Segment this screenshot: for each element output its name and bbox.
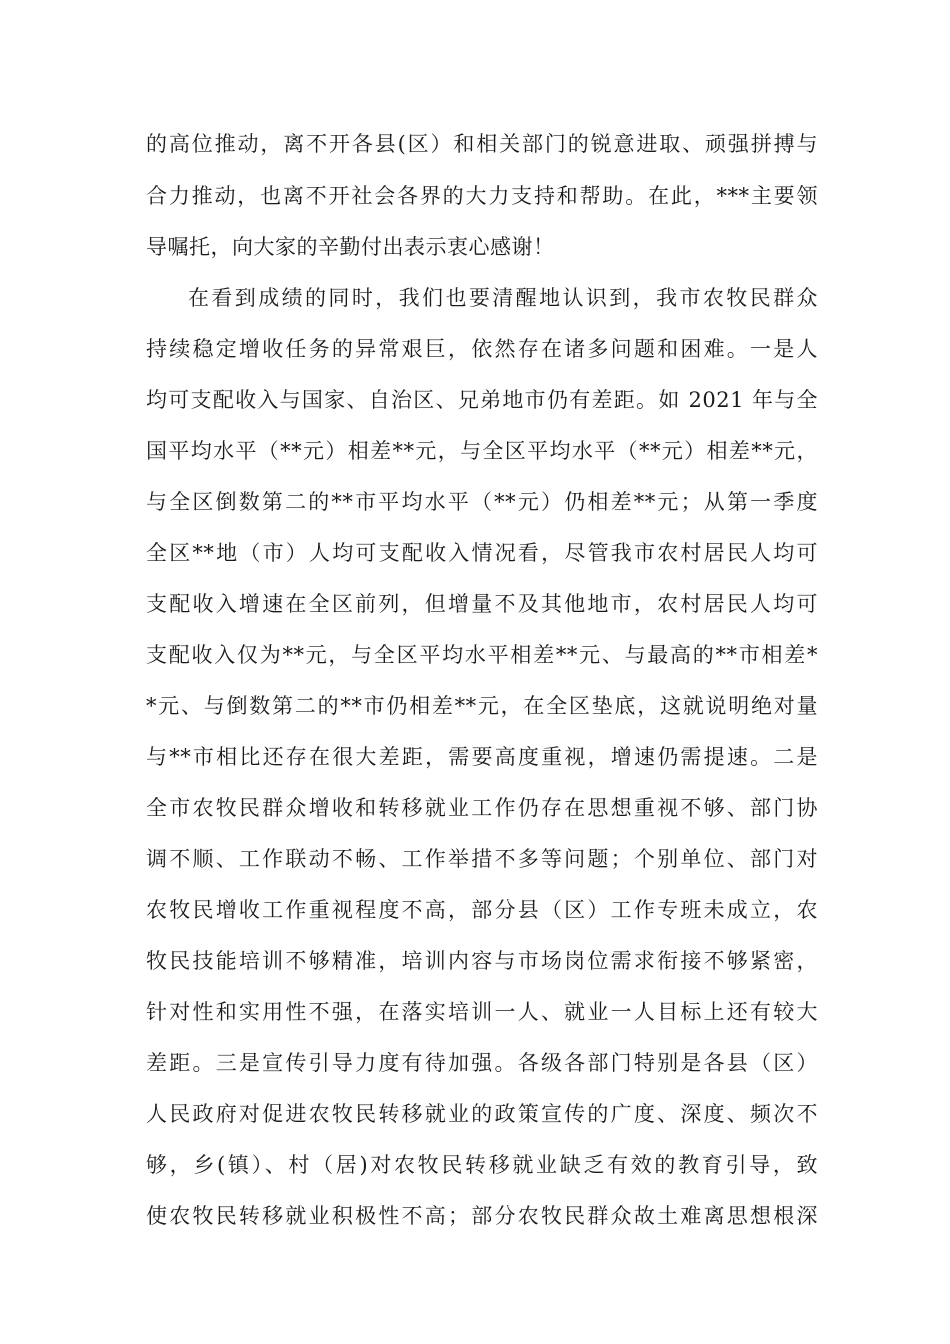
text-line: 调不顺、工作联动不畅、工作举措不多等问题；个别单位、部门对 (146, 847, 818, 871)
text-line: 牧民技能培训不够精准，培训内容与市场岗位需求衔接不够紧密， (146, 949, 818, 973)
text-line: 持续稳定增收任务的异常艰巨，依然存在诸多问题和困难。一是人 (146, 337, 818, 361)
text-line: 全市农牧民群众增收和转移就业工作仍存在思想重视不够、部门协 (146, 796, 818, 820)
text-line: 够，乡(镇）、村（居)对农牧民转移就业缺乏有效的教育引导，致 (146, 1153, 818, 1177)
text-line: *元、与倒数第二的**市仍相差**元，在全区垫底，这就说明绝对量 (146, 694, 818, 718)
text-line: 国平均水平（**元）相差**元，与全区平均水平（**元）相差**元， (146, 439, 818, 463)
text-line: 均可支配收入与国家、自治区、兄弟地市仍有差距。如 2021 年与全 (146, 388, 818, 412)
text-line: 支配收入仅为**元，与全区平均水平相差**元、与最高的**市相差* (146, 643, 818, 667)
text-line: 的高位推动，离不开各县(区）和相关部门的锐意进取、顽强拼搏与 (146, 132, 818, 156)
text-line: 合力推动，也离不开社会各界的大力支持和帮助。在此，***主要领 (146, 184, 818, 208)
text-line: 使农牧民转移就业积极性不高；部分农牧民群众故土难离思想根深 (146, 1204, 818, 1228)
text-line: 与**市相比还存在很大差距，需要高度重视，增速仍需提速。二是 (146, 745, 818, 769)
text-line: 支配收入增速在全区前列，但增量不及其他地市，农村居民人均可 (146, 592, 818, 616)
text-line: 人民政府对促进农牧民转移就业的政策宣传的广度、深度、频次不 (146, 1102, 818, 1126)
text-line: 全区**地（市）人均可支配收入情况看，尽管我市农村居民人均可 (146, 541, 818, 565)
text-line: 导嘱托，向大家的辛勤付出表示衷心感谢！ (146, 235, 555, 259)
text-line: 与全区倒数第二的**市平均水平（**元）仍相差**元；从第一季度 (146, 490, 818, 514)
text-line: 针对性和实用性不强，在落实培训一人、就业一人目标上还有较大 (146, 1000, 818, 1024)
text-line: 农牧民增收工作重视程度不高，部分县（区）工作专班未成立，农 (146, 898, 818, 922)
text-line: 差距。三是宣传引导力度有待加强。各级各部门特别是各县（区） (146, 1051, 818, 1075)
text-line: 在看到成绩的同时，我们也要清醒地认识到，我市农牧民群众 (188, 286, 818, 310)
